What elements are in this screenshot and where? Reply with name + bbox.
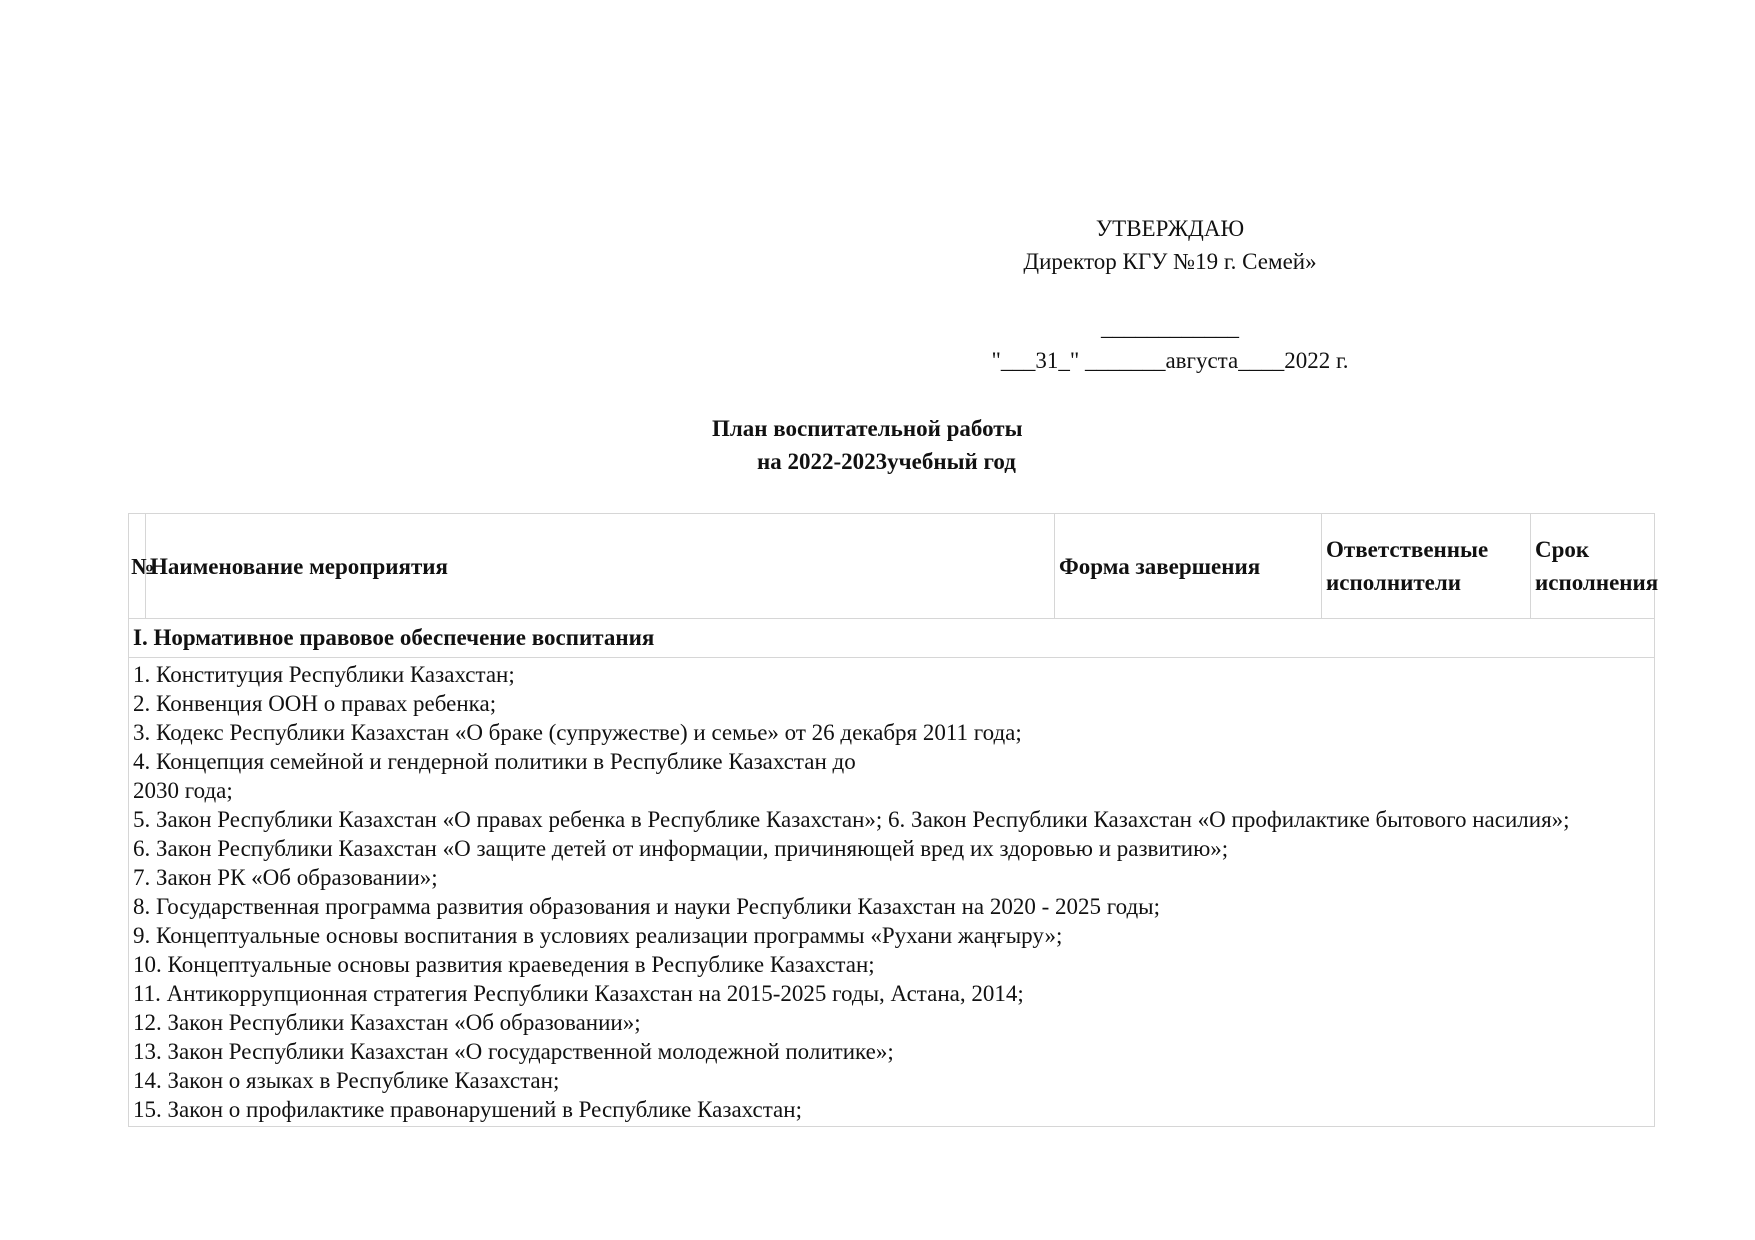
header-name: Наименование мероприятия xyxy=(146,514,1055,619)
list-item: 4. Концепция семейной и гендерной политики в Республике Казахстан до xyxy=(133,749,856,774)
section-title: I. Нормативное правовое обеспечение воспитания xyxy=(129,619,1655,658)
list-item: 8. Государственная программа развития образования и науки Республики Казахстан на 2020 - 2025 годы; xyxy=(133,894,1161,919)
section-row xyxy=(129,619,1655,658)
list-item: 7. Закон РК «Об образовании»; xyxy=(133,865,438,890)
header-term: Срок исполнения xyxy=(1531,514,1655,619)
header-responsible: Ответственные исполнители xyxy=(1322,514,1531,619)
approval-block xyxy=(960,212,1380,377)
list-item: 6. Закон Республики Казахстан «О защите детей от информации, причиняющей вред их здоровью и развитию»; xyxy=(133,836,1229,861)
list-item: 2. Конвенция ООН о правах ребенка; xyxy=(133,691,497,716)
list-item: 14. Закон о языках в Республике Казахстан; xyxy=(133,1068,560,1093)
header-form: Форма завершения xyxy=(1055,514,1322,619)
normative-docs-cell xyxy=(129,658,1655,1127)
list-item: 12. Закон Республики Казахстан «Об образовании»; xyxy=(133,1010,641,1035)
plan-table xyxy=(128,513,1659,1127)
approval-heading: УТВЕРЖДАЮ xyxy=(1095,216,1245,241)
document-title xyxy=(660,412,1160,478)
header-num: № xyxy=(129,514,146,619)
approval-position: Директор КГУ №19 г. Семей» xyxy=(1023,249,1317,274)
list-item: 3. Кодекс Республики Казахстан «О браке (супружестве) и семье» от 26 декабря 2011 года; xyxy=(133,720,1022,745)
normative-docs-row xyxy=(129,658,1655,1127)
list-item: 9. Концептуальные основы воспитания в условиях реализации программы «Рухани жаңғыру»; xyxy=(133,923,1063,948)
table-header-row xyxy=(129,514,1655,619)
list-item: 13. Закон Республики Казахстан «О государственной молодежной политике»; xyxy=(133,1039,894,1064)
list-item: 10. Концептуальные основы развития краеведения в Республике Казахстан; xyxy=(133,952,875,977)
title-line-2: на 2022-2023учебный год xyxy=(757,449,1016,474)
list-item: 5. Закон Республики Казахстан «О правах ребенка в Республике Казахстан»; 6. Закон Республики Казахстан «О профилактике бытового насилия»; xyxy=(133,807,1570,832)
list-item: 15. Закон о профилактике правонарушений в Республике Казахстан; xyxy=(133,1097,802,1122)
approval-date: "___31_" _______августа____2022 г. xyxy=(991,348,1349,373)
title-line-1: План воспитательной работы xyxy=(712,416,1023,441)
list-item: 1. Конституция Республики Казахстан; xyxy=(133,662,515,687)
list-item: 2030 года; xyxy=(133,778,233,803)
signature-line: ____________ xyxy=(1101,315,1239,340)
list-item: 11. Антикоррупционная стратегия Республики Казахстан на 2015-2025 годы, Астана, 2014; xyxy=(133,981,1024,1006)
